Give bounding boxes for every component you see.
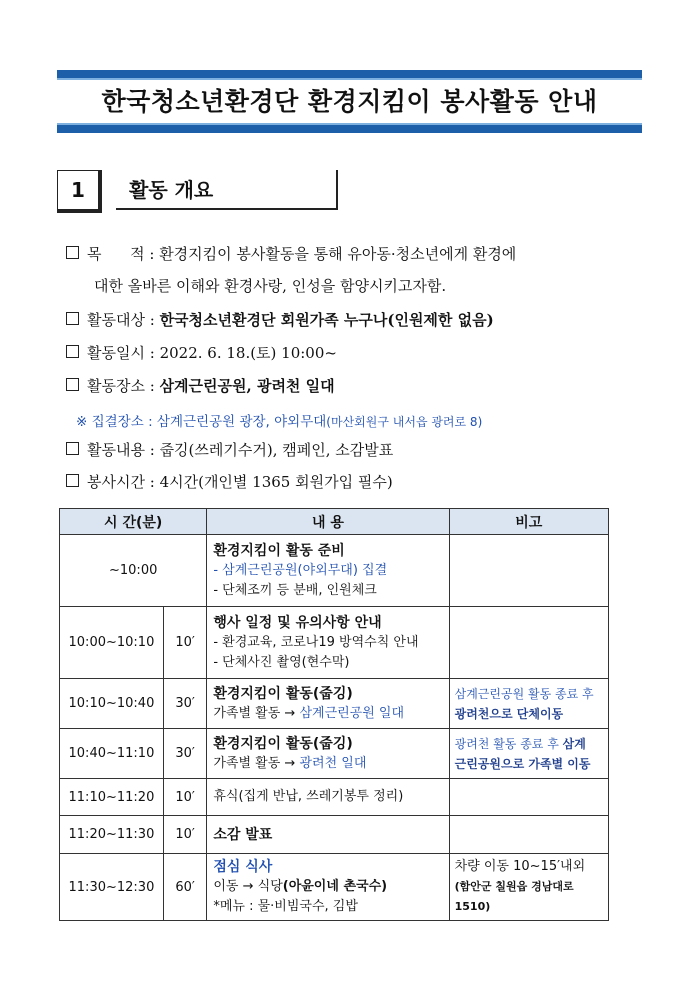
row-title: 점심 식사 (213, 859, 273, 875)
row-line-bold: (아윤이네 촌국수) (282, 879, 388, 894)
checkbox-square-icon (66, 378, 79, 391)
date-line: 활동일시 : 2022. 6. 18.(토) 10:00~ (66, 343, 666, 363)
header-content: 내 용 (207, 509, 449, 535)
table-row (60, 779, 609, 816)
remark-line-1: 차량 이동 10~15′내외 (454, 859, 586, 874)
table-row (60, 816, 609, 854)
banner-bottom-bar (57, 125, 642, 133)
table-row (60, 607, 609, 679)
row-line-prefix: 가족별 활동 → (213, 755, 300, 771)
checkbox-square-icon (66, 345, 79, 358)
row-remark (449, 854, 608, 921)
checkbox-square-icon (66, 442, 79, 455)
page-title: 한국청소년환경단 환경지킴이 봉사활동 안내 (101, 87, 598, 116)
row-line-2: *메뉴 : 물·비빔국수, 김밥 (213, 899, 358, 914)
row-duration: 30′ (163, 679, 206, 729)
row-line-1: - 환경교육, 코로나19 방역수칙 안내 (213, 634, 419, 650)
remark-line-1 (455, 734, 603, 754)
row-time: 10:40~11:10 (60, 729, 164, 779)
row-time: 11:10~11:20 (60, 779, 164, 816)
checkbox-square-icon (66, 312, 79, 325)
row-duration: 30′ (163, 729, 206, 779)
section-heading (57, 170, 342, 212)
target-key: 활동대상 (87, 311, 145, 329)
meeting-detail: (마산회원구 내서읍 광려로 8) (326, 415, 483, 429)
row-duration: 10′ (163, 779, 206, 816)
row-text: 휴식(집게 반납, 쓰레기봉투 정리) (213, 789, 404, 804)
row-remark (449, 679, 608, 729)
row-content (207, 854, 449, 921)
header-remark: 비고 (449, 509, 608, 535)
row-time: 11:20~11:30 (60, 816, 164, 854)
row-content (207, 607, 449, 679)
content-value: 줍깅(쓰레기수거), 캠페인, 소감발표 (159, 441, 394, 459)
remark-line-2: 광려천으로 단체이동 (454, 706, 564, 721)
date-key: 활동일시 (87, 344, 145, 362)
checkbox-square-icon (66, 246, 79, 259)
banner-top-line (57, 78, 642, 80)
section-label: 활동 개요 (116, 170, 338, 210)
row-line-place: 삼계근린공원 일대 (299, 705, 405, 721)
row-line-place: 광려천 일대 (299, 755, 367, 771)
row-line-prefix: 가족별 활동 → (213, 705, 300, 721)
place-value: 삼계근린공원, 광려천 일대 (159, 377, 335, 395)
row-remark (449, 779, 608, 816)
row-line-1 (213, 877, 442, 897)
purpose-line: 목 적 : 환경지킴이 봉사활동을 통해 유아동·청소년에게 환경에 (66, 244, 666, 264)
table-row (60, 854, 609, 921)
row-duration: 10′ (163, 816, 206, 854)
purpose-value-2: 대한 올바른 이해와 환경사랑, 인성을 함양시키고자함. (94, 277, 447, 295)
row-remark (449, 607, 608, 679)
remark-bold: 삼계 (562, 736, 586, 751)
row-time: 11:30~12:30 (60, 854, 164, 921)
remark-line-2: 근린공원으로 가족별 이동 (454, 756, 591, 771)
hours-value: 4시간(개인별 1365 회원가입 필수) (159, 473, 393, 491)
row-duration: 10′ (163, 607, 206, 679)
row-title: 소감 발표 (213, 826, 273, 843)
row-time: 10:10~10:40 (60, 679, 164, 729)
title-banner (57, 70, 642, 133)
place-line: 활동장소 : 삼계근린공원, 광려천 일대 (66, 376, 666, 396)
hours-line: 봉사시간 : 4시간(개인별 1365 회원가입 필수) (66, 472, 666, 492)
row-remark (449, 729, 608, 779)
table-header-row (60, 509, 609, 535)
row-content (207, 779, 449, 816)
row-remark (449, 535, 608, 607)
row-line-2: - 단체사진 촬영(현수막) (213, 654, 350, 670)
content-line: 활동내용 : 줍깅(쓰레기수거), 캠페인, 소감발표 (66, 440, 666, 460)
remark-line-1: 삼계근린공원 활동 종료 후 (454, 686, 594, 701)
hours-key: 봉사시간 (87, 473, 145, 491)
row-title: 행사 일정 및 유의사항 안내 (213, 614, 382, 631)
purpose-key: 목 적 (87, 245, 145, 263)
row-title: 환경지킴이 활동 준비 (213, 542, 345, 559)
header-time: 시 간(분) (60, 509, 207, 535)
row-line-prefix: 이동 → 식당 (213, 879, 283, 894)
place-key: 활동장소 (87, 377, 145, 395)
schedule-table (59, 508, 609, 921)
row-title: 환경지킴이 활동(줍깅) (213, 685, 353, 702)
row-content (207, 816, 449, 854)
row-time: ~10:00 (60, 535, 207, 607)
purpose-value-1: 환경지킴이 봉사활동을 통해 유아동·청소년에게 환경에 (159, 245, 517, 263)
table-row (60, 679, 609, 729)
row-title: 환경지킴이 활동(줍깅) (213, 735, 353, 752)
row-content (207, 535, 449, 607)
meeting-value: 삼계근린공원 광장, 야외무대 (156, 414, 327, 430)
row-content (207, 729, 449, 779)
row-line-1: - 삼계근린공원(야외무대) 집결 (213, 562, 388, 578)
content-key: 활동내용 (87, 441, 145, 459)
row-duration: 60′ (163, 854, 206, 921)
remark-prefix: 광려천 활동 종료 후 (454, 736, 563, 751)
meeting-line: ※ 집결장소 : 삼계근린공원 광장, 야외무대(마산회원구 내서읍 광려로 8) (76, 414, 483, 430)
target-line: 활동대상 : 한국청소년환경단 회원가족 누구나(인원제한 없음) (66, 310, 666, 330)
purpose-line-2 (94, 276, 694, 296)
row-time: 10:00~10:10 (60, 607, 164, 679)
row-line-1 (213, 754, 442, 774)
target-value: 한국청소년환경단 회원가족 누구나(인원제한 없음) (159, 311, 494, 329)
row-line-2: - 단체조끼 등 분배, 인원체크 (213, 582, 377, 598)
checkbox-square-icon (66, 474, 79, 487)
row-remark (449, 816, 608, 854)
row-content (207, 679, 449, 729)
table-row (60, 729, 609, 779)
date-value: 2022. 6. 18.(토) 10:00~ (159, 344, 337, 362)
row-line-1 (213, 704, 442, 724)
remark-line-2: (함안군 칠원읍 경남대로 1510) (454, 880, 574, 913)
meeting-key: ※ 집결장소 (76, 414, 144, 430)
banner-top-bar (57, 70, 642, 78)
section-number: 1 (57, 170, 102, 213)
table-row (60, 535, 609, 607)
